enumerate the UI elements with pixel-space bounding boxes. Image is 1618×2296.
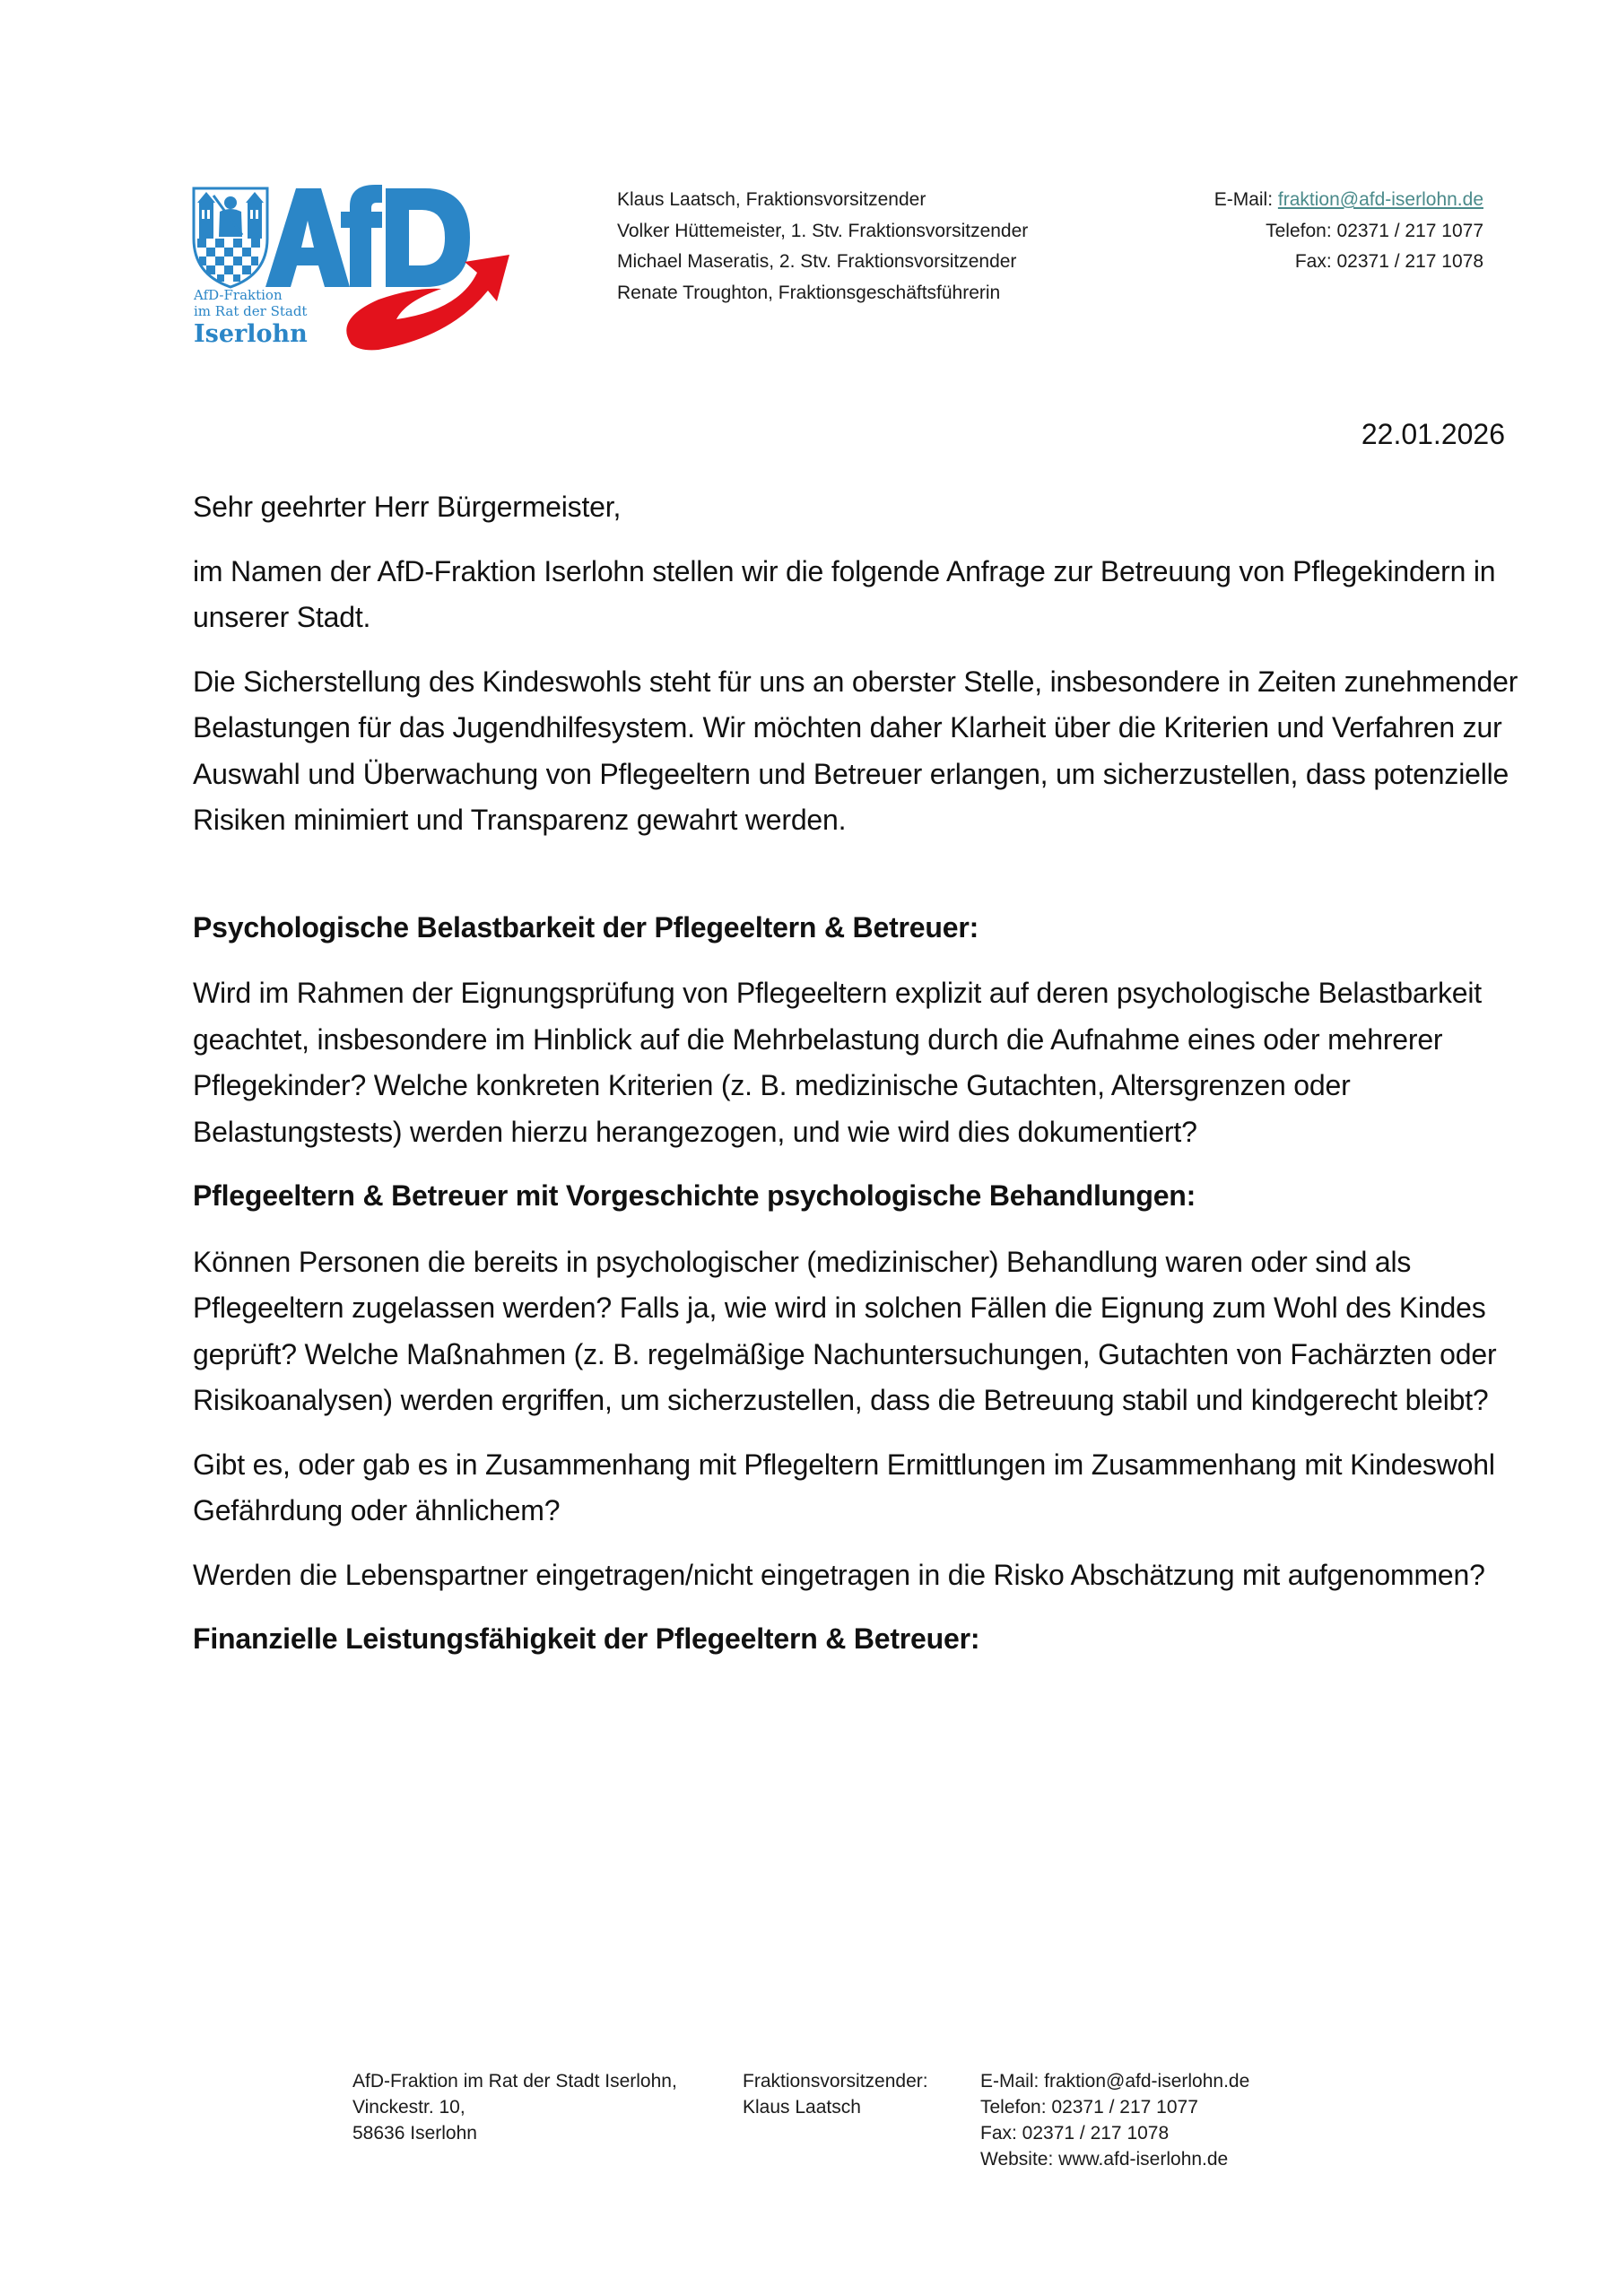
section-heading: Finanzielle Leistungsfähigkeit der Pflegeeltern & Betreuer:	[193, 1622, 980, 1655]
salutation: Sehr geehrter Herr Bürgermeister,	[193, 491, 622, 523]
footer-line: 58636 Iserlohn	[352, 2123, 477, 2144]
logo-line-2: im Rat der Stadt	[194, 303, 308, 319]
footer-phone: Telefon: 02371 / 217 1077	[980, 2097, 1198, 2118]
footer-chair	[743, 2068, 928, 2120]
officer-line: Michael Maseratis, 2. Stv. Fraktionsvorsitzender	[617, 251, 1017, 272]
section-paragraph: Können Personen die bereits in psychologischer (medizinischer) Behandlung waren oder sind als Pflegeeltern zugelassen werden? Falls ja, wie wird in solchen Fällen die Eignung zum Wohl des Kindes geprüft? Welche Maßnahmen (z. B. regelmäßige Nachuntersuchungen, Gutachten von Fachärzten oder Risikoanalysen) werden ergriffen, um sicherzustellen, dass die Betreuung stabil und kindgerecht bleibt?	[193, 1245, 1497, 1416]
letter-date: 22.01.2026	[1361, 418, 1505, 450]
officer-line: Klaus Laatsch, Fraktionsvorsitzender	[617, 189, 926, 210]
logo-line-3: Iserlohn	[194, 320, 308, 348]
fax-line: Fax: 02371 / 217 1078	[1294, 251, 1483, 272]
footer-contact	[980, 2068, 1249, 2172]
footer-email[interactable]: E-Mail: fraktion@afd-iserlohn.de	[980, 2071, 1250, 2092]
footer-line: AfD-Fraktion im Rat der Stadt Iserlohn,	[352, 2071, 677, 2092]
officers-list	[617, 185, 1028, 309]
section-paragraph: Wird im Rahmen der Eignungsprüfung von Pflegeeltern explizit auf deren psychologische Belastbarkeit geachtet, insbesondere im Hinblick auf die Mehrbelastung durch die Aufnahme eines oder mehrerer Pflegekinder? Welche konkreten Kriterien (z. B. medizinische Gutachten, Altersgrenzen oder Belastungstests) werden hierzu herangezogen, und wie wird dies dokumentiert?	[193, 977, 1482, 1148]
footer-website[interactable]: Website: www.afd-iserlohn.de	[980, 2149, 1229, 2170]
context-paragraph: Die Sicherstellung des Kindeswohls steht für uns an oberster Stelle, insbesondere in Zeiten zunehmender Belastungen für das Jugendhilfesystem. Wir möchten daher Klarheit über die Kriterien und Verfahren zur Auswahl und Überwachung von Pflegeeltern und Betreuer erlangen, um sicherzustellen, dass potenzielle Risiken minimiert und Transparenz gewahrt werden.	[193, 665, 1518, 836]
email-line	[1214, 185, 1483, 216]
header-contact	[1214, 185, 1483, 278]
coat-of-arms-icon	[194, 188, 267, 287]
letter-body	[193, 484, 1520, 1683]
section-heading: Pflegeeltern & Betreuer mit Vorgeschichte psychologische Behandlungen:	[193, 1179, 1196, 1212]
officer-line: Volker Hüttemeister, 1. Stv. Fraktionsvorsitzender	[617, 220, 1029, 241]
intro-paragraph: im Namen der AfD-Fraktion Iserlohn stellen wir die folgende Anfrage zur Betreuung von Pflegekindern in unserer Stadt.	[193, 554, 1496, 633]
section-paragraph: Gibt es, oder gab es in Zusammenhang mit Pflegeltern Ermittlungen im Zusammenhang mit Kindeswohl Gefährdung oder ähnlichem?	[193, 1448, 1495, 1526]
footer-address	[352, 2068, 677, 2146]
footer-line: Fraktionsvorsitzender:	[743, 2071, 928, 2092]
logo-line-1: AfD-Fraktion	[194, 287, 283, 303]
email-label: E-Mail:	[1214, 189, 1278, 210]
section-heading: Psychologische Belastbarkeit der Pflegeeltern & Betreuer:	[193, 910, 979, 944]
afd-wordmark-icon	[265, 185, 470, 287]
phone-line: Telefon: 02371 / 217 1077	[1266, 220, 1483, 241]
footer-fax: Fax: 02371 / 217 1078	[980, 2123, 1170, 2144]
email-link[interactable]: fraktion@afd-iserlohn.de	[1277, 189, 1483, 210]
footer-line: Vinckestr. 10,	[352, 2097, 465, 2118]
footer-line: Klaus Laatsch	[743, 2097, 861, 2118]
section-paragraph: Werden die Lebenspartner eingetragen/nicht eingetragen in die Risko Abschätzung mit aufgenommen?	[193, 1558, 1485, 1591]
logo-caption	[194, 287, 308, 348]
officer-line: Renate Troughton, Fraktionsgeschäftsführerin	[617, 282, 1001, 303]
